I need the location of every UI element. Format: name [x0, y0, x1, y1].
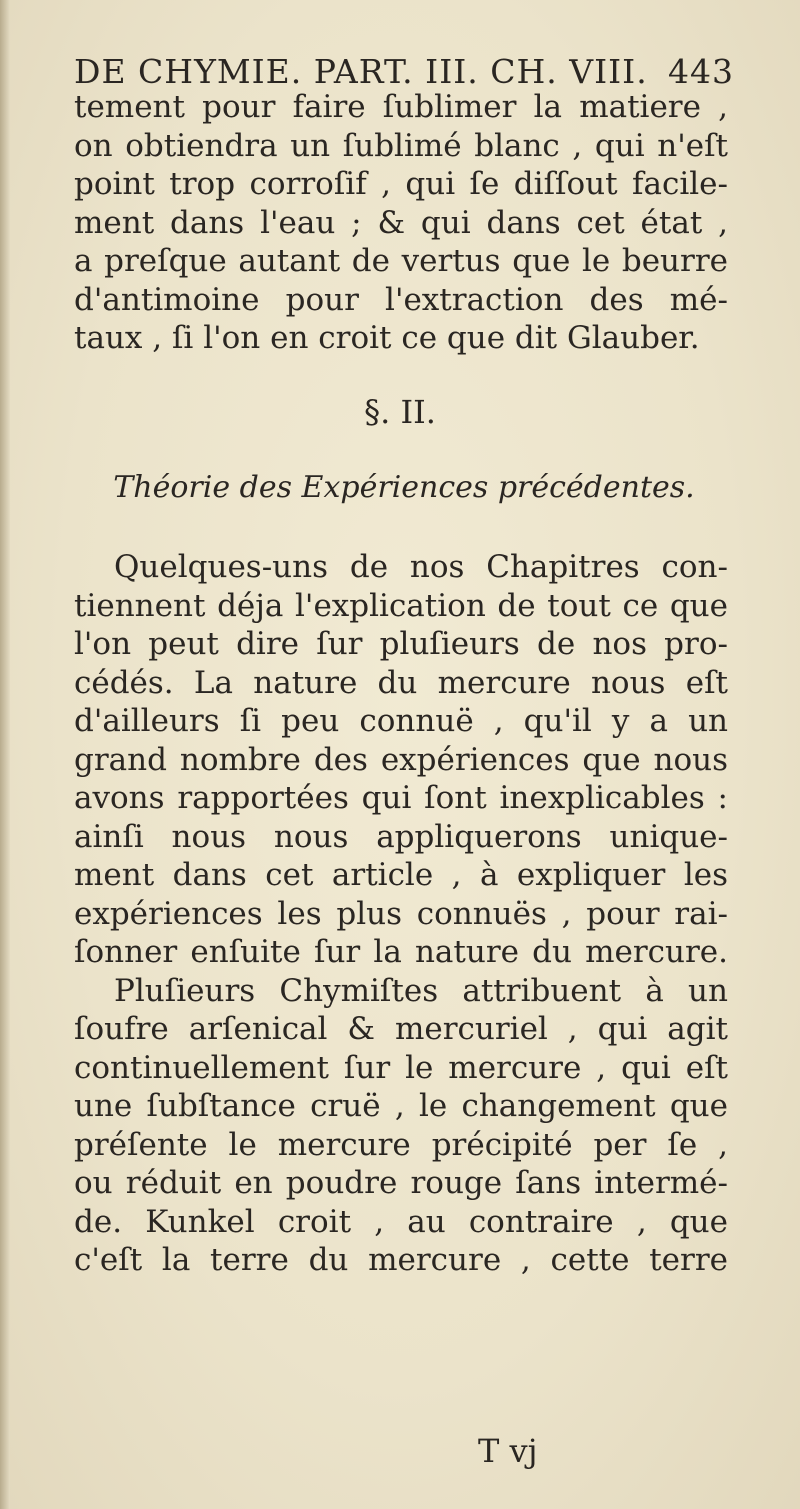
- signature-mark: T vj: [478, 1432, 538, 1470]
- text-line: préſente le mercure précipité per ſe ,: [74, 1126, 728, 1163]
- text-line: ſoufre arſenical & mercuriel , qui agit: [74, 1011, 728, 1047]
- text-line: de. Kunkel croit , au contraire , que: [74, 1203, 728, 1240]
- paragraph-main: [74, 548, 728, 1280]
- text-line: tiennent déja l'explication de tout ce que: [74, 587, 728, 624]
- text-line: cédés. La nature du mercure nous eſt: [74, 664, 728, 701]
- text-line: expériences les plus connuës , pour rai-: [74, 895, 728, 932]
- running-title: DE CHYMIE. PART. III. CH. VIII.: [74, 52, 648, 91]
- text-line: l'on peut dire ſur pluſieurs de nos pro-: [74, 626, 728, 662]
- text-line: a preſque autant de vertus que le beurre: [74, 243, 728, 279]
- text-line: ou réduit en poudre rouge ſans intermé-: [74, 1165, 728, 1201]
- text-line: c'eſt la terre du mercure , cette terre: [74, 1242, 728, 1278]
- text-line: point trop corroſif , qui ſe diſſout facile-: [74, 166, 728, 202]
- text-line: ment dans cet article , à expliquer les: [74, 857, 728, 893]
- text-line: on obtiendra un ſublimé blanc , qui n'eſt: [74, 127, 728, 164]
- text-line: ment dans l'eau ; & qui dans cet état ,: [74, 204, 728, 241]
- text-line: avons rapportées qui ſont inexplicables :: [74, 780, 728, 816]
- paragraph-continued: [74, 88, 728, 358]
- text-line: Quelques-uns de nos Chapitres con-: [114, 549, 728, 585]
- text-line: ſonner enſuite ſur la nature du mercure.: [74, 934, 728, 970]
- text-line: tement pour faire ſublimer la matiere ,: [74, 89, 728, 125]
- text-line: ainſi nous nous appliquerons unique-: [74, 818, 728, 855]
- text-line: d'antimoine pour l'extraction des mé-: [74, 281, 728, 318]
- section-subtitle: Théorie des Expériences précédentes.: [113, 470, 695, 505]
- page-number: 443: [668, 52, 734, 91]
- text-line: une ſubſtance cruë , le changement que: [74, 1088, 728, 1124]
- text-line: d'ailleurs ſi peu connuë , qu'il y a un: [74, 703, 728, 739]
- text-line: grand nombre des expériences que nous: [74, 741, 728, 778]
- page-edge-shadow: [0, 0, 10, 1509]
- text-line: Pluſieurs Chymiſtes attribuent à un: [114, 972, 728, 1009]
- section-heading: §. II.: [364, 393, 436, 431]
- text-line: taux , ſi l'on en croit ce que dit Glauber.: [74, 320, 700, 356]
- running-header: [74, 52, 734, 91]
- text-line: continuellement ſur le mercure , qui eſt: [74, 1049, 728, 1086]
